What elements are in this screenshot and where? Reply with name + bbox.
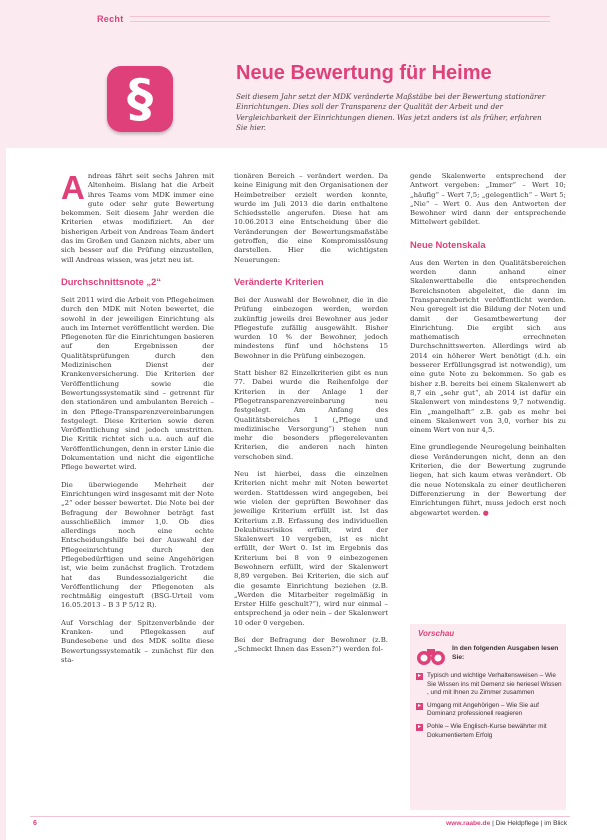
body-paragraph: Die überwiegende Mehrheit der Einrichtungen wird insgesamt mit der Note „2“ oder besser bewertet. Die Note bei der Befragung der Bewohner beträgt fast ausschließlich immer 1,0. Ob dies allerdings noch eine echte Entscheidungshilfe bei der Auswahl der Pflegeeinrichtung durch den Pflegebedürftigen und seine Angehörigen ist, wie beim zunächst fraglich. Trotzdem hat das Bundessozialgericht die Veröffentlichung der Pflegenoten als rechtmäßig eingestuft (BSG-Urteil vom 16.05.2013 – B 3 P 5/12 R).: [61, 480, 214, 610]
footer-publication: | Die Heldpflege | im Blick: [492, 820, 567, 827]
preview-box: [410, 624, 566, 810]
article-lead: Seit diesem Jahr setzt der MDK veränderte Maßstäbe bei der Bewertung stationärer Einrichtungen. Dies soll der Transparenz der Qualität der Arbeit und der Vergleichbarkeit der Einrichtungen dienen. Was jetzt anders ist als früher, erfahren Sie hier.: [236, 92, 546, 133]
preview-intro: In den folgenden Ausgaben lesen Sie:: [452, 645, 559, 661]
list-item-text: Typisch und wichtige Verhaltensweisen – Wie Sie Wissen ins mit Demenz sie heriesel Wissen , und mit Ihnen zu Zimmer zusammen: [427, 672, 562, 697]
text-column-2: [234, 172, 388, 663]
list-item-text: Pohle – Wie Englisch-Kurse bewährter mit Dokumentiertem Erfolg: [427, 722, 547, 739]
body-paragraph: Neu ist hierbei, dass die einzelnen Kriterien nicht mehr mit Noten bewertet werden. Stattdessen wird angegeben, bei wie vielen der geprüften Bewohner das jeweilige Kriterium erfüllt ist. Ist das Kriterium z.B. Erfassung des individuellen Dekubitusrisikos erfüllt, wird der Skalenwert 10 vergeben, ist es nicht erfüllt, der Wert 0. Ist im Ergebnis das Kriterium bei 8 von 9 einbezogenen Bewohnern erfüllt, wird der Skalenwert 8,89 vergeben. Bei Kriterien, die sich auf die gesamte Einrichtung beziehen (z.B. „Werden die Mitarbeiter regelmäßig in Erster Hilfe geschult?“), wird nur einmal – entsprechend ja oder nein – der Skalenwert 10 oder 0 vergeben.: [234, 470, 388, 627]
closing-text: Eine grundlegende Neuregelung beinhalten diese Veränderungen nicht, denn an den Kriterien, die der Bewertung zugrunde liegen, hat sich kaum etwas verändert. Ob die neue Notenskala zu einer deutlicheren Differenzierung in der Bewertung der Einrichtungen führt, muss jedoch erst noch abgewartet werden.: [410, 443, 566, 517]
binoculars-icon: [416, 643, 446, 667]
list-item-text: Umgang mit Angehörigen – Wie Sie auf Dominanz professionell reagieren: [427, 701, 539, 718]
arrow-bullet-icon: ▸: [417, 702, 421, 709]
article-title: Neue Bewertung für Heime: [236, 62, 492, 84]
subhead-durchschnittsnote: Durchschnittsnote „2“: [61, 275, 162, 287]
body-paragraph: Bei der Befragung der Bewohner (z.B. „Schmeckt Ihnen das Essen?“) werden fol-: [234, 636, 388, 654]
section-label: Recht: [97, 14, 124, 24]
end-mark-icon: ●: [482, 508, 489, 517]
body-paragraph: Bei der Auswahl der Bewohner, die in die Prüfung einbezogen werden, werden zukünftig jeweils drei Bewohner aus jeder Pflegestufe zufällig ausgewählt. Bisher wurden 10 % der Bewohner, jedoch mindestens fünf und höchstens 15 Bewohner in die Prüfung einbezogen.: [234, 295, 388, 360]
list-item: [416, 723, 562, 740]
footer-credit: [446, 820, 567, 827]
body-paragraph: Aus den Werten in den Qualitätsbereichen werden dann anhand einer Skalenwerttabelle die entsprechenden Bereichsnoten abgeleitet, die dann im Transparenzbericht veröffentlicht werden. Neu geregelt ist die Bildung der Noten und damit der Gesamtbewertung der Einrichtung. Die ergibt sich aus mathematisch errechneten Durchschnittswerten. Allerdings wird ab 2014 ein höherer Wert benötigt (d.h. ein besserer Erfüllungsgrad ist notwendig), um eine gute Note zu bekommen. So gab es bisher z.B. bereits bei einem Skalenwert ab 8,7 ein „sehr gut“, ab 2014 ist dafür ein Skalenwert von mindestens 9,7 notwendig. Ein „mangelhaft“ z.B. gab es mehr bei einem Skalenwert von 3,0, vorher bis zu einem Wert von nur 4,5.: [410, 258, 566, 435]
body-paragraph: gende Skalenwerte entsprechend der Antwort vergeben: „Immer“ – Wert 10; „häufig“ – Wert 7,5; „gelegentlich“ – Wert 5; „Nie“ – Wert 0. Aus den Antworten der Bewohner wird dann der entsprechende Mittelwert gebildet.: [410, 172, 566, 227]
intro-paragraph: [61, 169, 214, 265]
paragraph-icon: [107, 66, 173, 132]
subhead-veraenderte-kriterien: Veränderte Kriterien: [234, 275, 324, 287]
subhead-neue-notenskala: Neue Notenskala: [410, 238, 486, 250]
arrow-bullet-icon: ▸: [417, 723, 421, 730]
arrow-bullet-icon: ▸: [417, 673, 421, 679]
intro-text: ndreas fährt seit sechs Jahren mit Altenheim. Bislang hat die Arbeit ihres Teams vom MDK immer eine gute oder sehr gute Bewertung bekommen. Seit diesem Jahr werden die Kriterien etwas modifiziert. An der bisherigen Arbeit von Andreas Team ändert das im Großen und Ganzen nichts, aber um sich besser auf die Prüfung einzustellen, will Andreas wissen, was jetzt neu ist.: [61, 172, 214, 264]
preview-title: Vorschau: [418, 629, 455, 638]
body-paragraph: [410, 443, 566, 517]
footer-divider: [30, 816, 570, 817]
page-number: 6: [33, 820, 37, 827]
list-item: [416, 702, 562, 719]
text-column-1: [61, 169, 214, 673]
text-column-3: [410, 172, 566, 526]
section-divider: [130, 16, 550, 22]
body-paragraph: tionären Bereich – verändert werden. Da keine Einigung mit den Organisationen der Heimbetreiber erzielt werden konnte, wurde im Juli 2013 die darin enthaltene Schiedsstelle angerufen. Diese hat am 10.06.2013 eine Entscheidung über die Veränderungen der Bewertungsmaßstäbe getroffen, die eine Kompromisslösung darstellen. Hier die wichtigsten Neuerungen:: [234, 172, 388, 264]
paragraph-symbol: §: [127, 69, 153, 129]
left-margin-strip: [0, 0, 6, 840]
body-paragraph: Seit 2011 wird die Arbeit von Pflegeheimen durch den MDK mit Noten bewertet, die sowohl in der jeweiligen Einrichtung als auch im Internet veröffentlicht werden. Die Pflegenoten für die Einrichtungen basieren auf den Ergebnissen der Qualitätsprüfungen durch den Medizinischen Dienst der Krankenversicherung. Die Kriterien der Veröffentlichung sowie die Bewertungssystematik sind – getrennt für den stationären und ambulanten Bereich – in den Pflege-Transparenzvereinbarungen festgelegt. Diese Kriterien sowie deren Veröffentlichung sind jedoch umstritten. Die Kritik richtet sich u.a. auch auf die Veröffentlichungen, denn in erster Linie die Dokumentation und nicht die eigentliche Pflege bewertet wird.: [61, 295, 214, 472]
body-paragraph: Auf Vorschlag der Spitzenverbände der Kranken- und Pflegekassen auf Bundesebene und des MDK sollte diese Bewertungssystematik – zunächst für den sta-: [61, 618, 214, 664]
footer-site: www.raabe.de: [446, 820, 491, 827]
drop-cap: A: [61, 169, 85, 206]
body-paragraph: Statt bisher 82 Einzelkriterien gibt es nun 77. Dabei wurde die Reihenfolge der Kriterien in der Anlage 1 der Pflegetransparenzvereinbarung neu festgelegt. Am Anfang des Qualitätsbereiches 1 („Pflege und medizinische Versorgung“) stehen nun mehr die besonders pflegerelevanten Kriterien, die anderen nach hinten verschoben sind.: [234, 369, 388, 461]
list-item: [416, 672, 562, 698]
preview-list: [416, 672, 562, 744]
